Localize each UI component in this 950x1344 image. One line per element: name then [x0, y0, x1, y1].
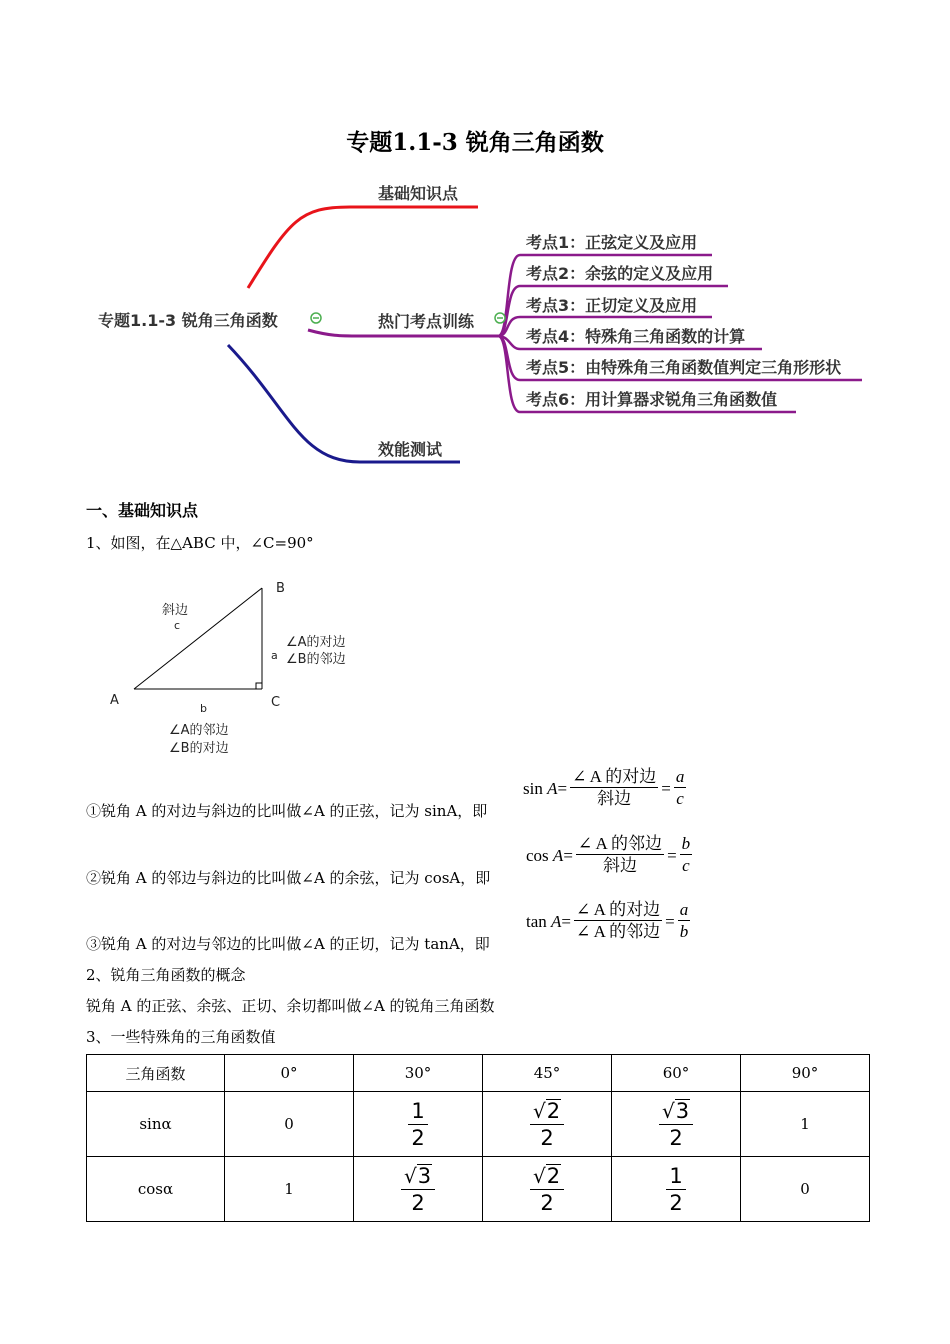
paragraph: 1、如图，在△ABC 中，∠C=90°: [86, 534, 314, 552]
formula-var: A: [547, 778, 558, 798]
fraction: √ 3 2: [659, 1098, 693, 1151]
side-a-label2: ∠B的邻边: [286, 652, 346, 667]
definition-sin: ①锐角 A 的对边与斜边的比叫做∠A 的正弦，记为 sinA，即: [86, 802, 488, 820]
special-angle-table: [86, 1054, 870, 1222]
table-cell: [354, 1157, 483, 1222]
formula-eq: =: [661, 778, 671, 798]
mindmap-topic: 考点5：由特殊角三角函数值判定三角形形状: [526, 358, 842, 377]
table-header-row: [87, 1055, 870, 1092]
formula-fn: cos: [526, 845, 549, 865]
formula-cos: [526, 834, 695, 877]
mindmap-root: 专题1.1-3 锐角三角函数: [98, 311, 278, 330]
table-header: 60°: [612, 1055, 741, 1092]
paragraph: 锐角 A 的正弦、余弦、正切、余切都叫做∠A 的锐角三角函数: [86, 997, 495, 1015]
table-cell: [354, 1092, 483, 1157]
table-cell: [612, 1092, 741, 1157]
side-b-letter: b: [200, 702, 207, 715]
table-cell: [483, 1157, 612, 1222]
table-cell: [612, 1157, 741, 1222]
table-header: 三角函数: [87, 1055, 225, 1092]
table-cell: [483, 1092, 612, 1157]
mindmap-topic: 考点4：特殊角三角函数的计算: [526, 327, 746, 346]
table-header: 0°: [225, 1055, 354, 1092]
formula-fn: sin: [523, 778, 543, 798]
mindmap-branch-test: 效能测试: [378, 440, 443, 459]
hypotenuse-letter: c: [174, 619, 181, 632]
table-cell: sinα: [87, 1092, 225, 1157]
vertex-b: B: [276, 581, 285, 596]
hypotenuse-label: 斜边: [162, 603, 189, 618]
table-cell: 0: [741, 1157, 870, 1222]
table-cell: 0: [225, 1092, 354, 1157]
formula-sin: [523, 767, 689, 810]
formula-eq: =: [665, 911, 675, 931]
formula-fn: tan: [526, 911, 547, 931]
vertex-c: C: [271, 695, 281, 710]
table-row: [87, 1157, 870, 1222]
table-header: 90°: [741, 1055, 870, 1092]
fraction: $\frac{1}{2}$: [408, 1098, 427, 1151]
paragraph: 2、锐角三角函数的概念: [86, 966, 246, 984]
formula-eq: =: [563, 845, 573, 865]
table-cell: 1: [741, 1092, 870, 1157]
table-cell: cosα: [87, 1157, 225, 1222]
formula-fraction: $\frac{a}{c}$: [675, 767, 685, 808]
formula-eq: =: [667, 845, 677, 865]
table-cell: 1: [225, 1157, 354, 1222]
mindmap-topic: 考点6：用计算器求锐角三角函数值: [526, 390, 778, 409]
formula-fraction: $\frac{\text{∠ A 的邻边}}{\text{斜边}}$: [577, 834, 663, 875]
paragraph: 3、一些特殊角的三角函数值: [86, 1028, 276, 1046]
page-title: 专题1.1-3 锐角三角函数: [346, 129, 604, 156]
vertex-a: A: [110, 693, 119, 708]
formula-fraction: $\frac{\text{∠ A 的对边}}{\text{斜边}}$: [572, 767, 657, 808]
formula-eq: =: [561, 911, 572, 931]
formula-fraction: $\frac{\text{∠ A 的对边}}{\text{∠ A 的邻边}}$: [576, 900, 661, 941]
side-a-letter: a: [271, 649, 278, 662]
formula-var: A: [552, 845, 564, 865]
mindmap-branch-hot: 热门考点训练: [378, 312, 475, 331]
table-header: 30°: [354, 1055, 483, 1092]
mindmap-topic: 考点2：余弦的定义及应用: [526, 264, 714, 283]
mindmap-topic: 考点1：正弦定义及应用: [526, 233, 698, 252]
definition-cos: ②锐角 A 的邻边与斜边的比叫做∠A 的余弦，记为 cosA，即: [86, 869, 491, 887]
fraction: √ 3 2: [401, 1163, 435, 1216]
side-a-label1: ∠A的对边: [286, 635, 346, 650]
section-heading: 一、基础知识点: [86, 501, 199, 520]
table-header: 45°: [483, 1055, 612, 1092]
formula-var: A: [551, 911, 562, 931]
fraction: √ 2 2: [530, 1098, 564, 1151]
side-b-label1: ∠A的邻边: [169, 723, 229, 738]
fraction: $\frac{1}{2}$: [666, 1163, 685, 1216]
formula-eq: =: [557, 778, 568, 798]
mindmap-topic: 考点3：正切定义及应用: [526, 296, 698, 315]
formula-fraction: $\frac{b}{c}$: [681, 834, 691, 875]
formula-tan: [526, 900, 693, 943]
fraction: √ 2 2: [530, 1163, 564, 1216]
definition-tan: ③锐角 A 的对边与邻边的比叫做∠A 的正切，记为 tanA，即: [86, 935, 490, 953]
formula-fraction: $\frac{a}{b}$: [679, 900, 689, 941]
table-row: [87, 1092, 870, 1157]
mindmap-branch-basic: 基础知识点: [378, 184, 459, 203]
side-b-label2: ∠B的对边: [169, 741, 229, 756]
